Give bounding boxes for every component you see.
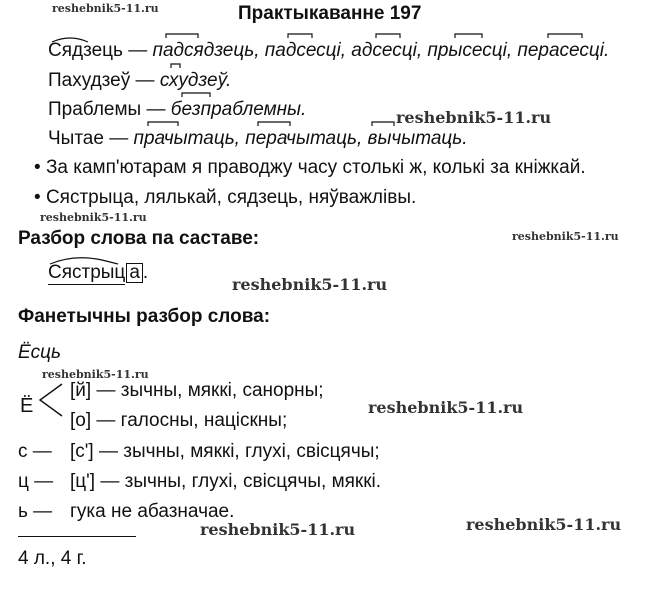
morph-ending-box: а [126, 263, 143, 283]
phon-row-yo-1: [й] — зычны, мяккі, санорны; [70, 380, 324, 401]
watermark: reshebnik5-11.ru [396, 108, 552, 127]
phon-header: Фанетычны разбор слова: [18, 306, 271, 327]
phon-row-ts: [ц'] — зычны, глухі, свісцячы, мяккі. [70, 471, 382, 492]
derived-words: прачытаць, перачытаць, вычытаць. [133, 128, 468, 149]
watermark: reshebnik5-11.ru [466, 515, 622, 534]
watermark: reshebnik5-11.ru [52, 2, 159, 15]
lead-word: Праблемы [48, 99, 142, 120]
watermark: reshebnik5-11.ru [42, 368, 149, 381]
divider [18, 536, 136, 537]
phon-row-soft: гука не абазначае. [70, 501, 235, 522]
phon-letter-soft: ь — [18, 501, 53, 522]
phon-letter-ts: ц — [18, 471, 54, 492]
watermark: reshebnik5-11.ru [232, 275, 388, 294]
watermark: reshebnik5-11.ru [200, 520, 356, 539]
phon-letter-s: с — [18, 441, 52, 462]
phon-row-yo-2: [о] — галосны, націскны; [70, 410, 288, 431]
dash: — [146, 99, 166, 120]
phon-summary: 4 л., 4 г. [18, 548, 87, 569]
morph-stem-text: Сястрыц [48, 262, 126, 283]
bullet-icon: • [34, 157, 41, 178]
phon-row-s: [с'] — зычны, мяккі, глухі, свісцячы; [70, 441, 380, 462]
lead-word: Чытае [48, 128, 104, 149]
lead-word: Пахудзеў [48, 70, 131, 91]
page-title: Практыкаванне 197 [238, 3, 422, 24]
morph-header: Разбор слова па саставе: [18, 228, 260, 249]
derived-words: схудзеў. [159, 70, 232, 91]
lead-word: Сядзець [48, 40, 123, 61]
dash: — [109, 128, 129, 149]
morph-tail: . [142, 262, 149, 283]
phon-letter-yo: Ё [20, 395, 34, 417]
phon-word: Ёсць [18, 342, 62, 363]
bullet-text: За камп'ютарам я праводжу часу столькі ж, колькі за кніжкай. [45, 157, 586, 178]
root-arc-icon [44, 254, 144, 268]
watermark: reshebnik5-11.ru [40, 211, 147, 224]
bullet-item-1 [34, 157, 586, 179]
branch-icon [36, 380, 66, 420]
derived-words: безпраблемны. [170, 99, 307, 120]
bullet-item-2 [34, 187, 416, 209]
watermark: reshebnik5-11.ru [512, 230, 619, 243]
bullet-text: Сястрыца, лялькай, сядзець, няўважлівы. [45, 187, 417, 208]
watermark: reshebnik5-11.ru [368, 398, 524, 417]
dash: — [135, 70, 155, 91]
bullet-icon: • [34, 187, 41, 208]
derived-words: падсядзець, падсесці, адсесці, прысесці, перасесці. [152, 40, 610, 61]
dash: — [128, 40, 148, 61]
